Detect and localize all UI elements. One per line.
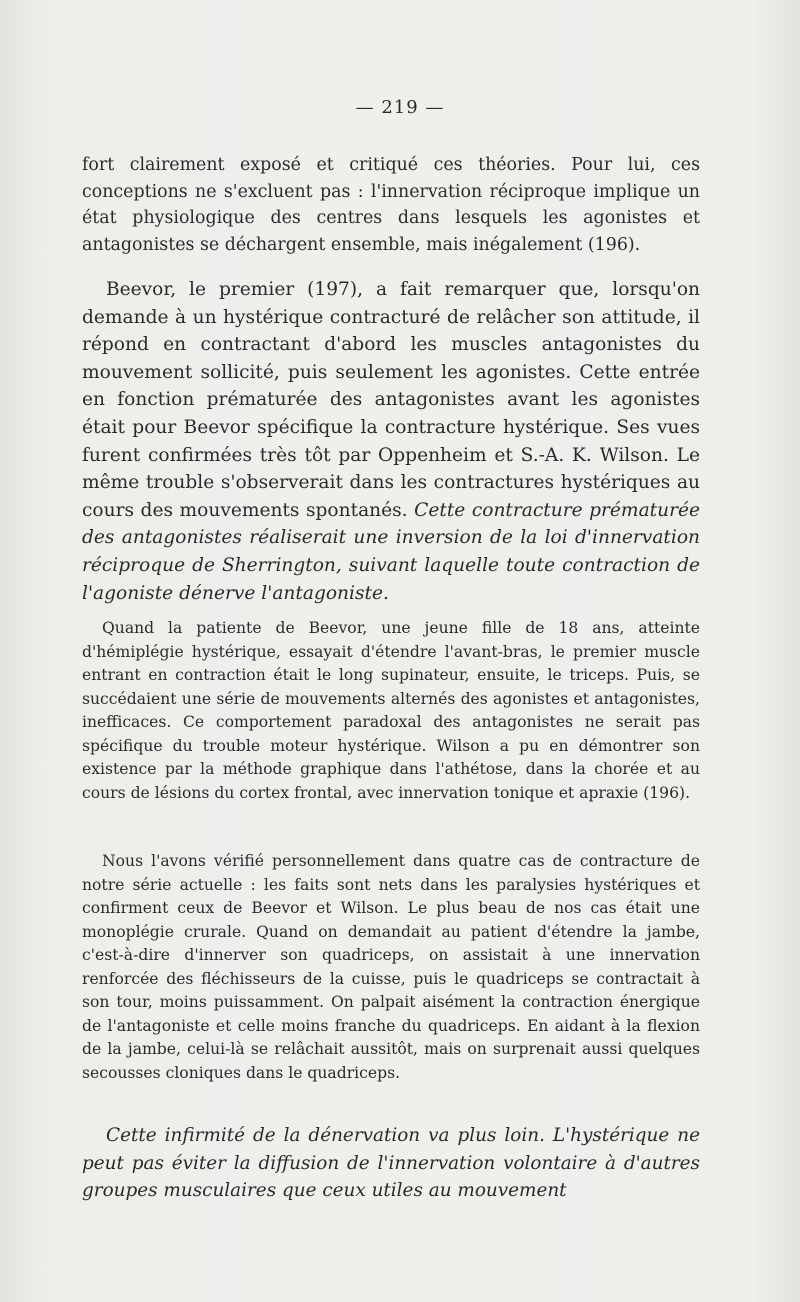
- paragraph-3: Quand la patiente de Beevor, une jeune fille de 18 ans, atteinte d'hémiplégie hystérique, essayait d'étendre l'avant-bras, le premier muscle entrant en contraction était le long supinateur, ensuite, le triceps. Puis, se succédaient une série de mouvements alternés des agonistes et antagonistes, inefficaces. Ce comportement paradoxal des antagonistes ne serait pas spécifique du trouble moteur hystérique. Wilson a pu en démontrer son existence par la méthode graphique dans l'athétose, dans la chorée et au cours de lésions du cortex frontal, avec innervation tonique et apraxie (196).: [82, 619, 700, 802]
- paragraph-2-italic-text: Cette contracture prématurée des antagonistes réaliserait une inversion de la loi d'innervation réciproque de Sherrington, suivant laquelle toute contraction de l'agoniste dénerve l'antagoniste.: [82, 499, 700, 604]
- paragraph-5: Cette infirmité de la dénervation va plus loin. L'hystérique ne peut pas éviter la diffusion de l'innervation volontaire à d'autres groupes musculaires que ceux utiles au mouvement: [82, 1125, 700, 1201]
- paragraph-2-text: Beevor, le premier (197), a fait remarquer que, lorsqu'on demande à un hystérique contracturé de relâcher son attitude, il répond en contractant d'abord les muscles antagonistes du mouvement sollicité, puis seulement les agonistes. Cette entrée en fonction prématurée des antagonistes avant les agonistes était pour Beevor spécifique la contracture hystérique. Ses vues furent confirmées très tôt par Oppenheim et S.-A. K. Wilson. Le même trouble s'observerait dans les contractures hystériques au cours des mouvements spontanés.: [82, 279, 700, 521]
- paragraph-2: [82, 276, 700, 607]
- page-number: — 219 —: [355, 97, 445, 118]
- paragraph-4: Nous l'avons vérifié personnellement dans quatre cas de contracture de notre série actuelle : les faits sont nets dans les paralysies hystériques et confirment ceux de Beevor et Wilson. Le plus beau de nos cas était une monoplégie crurale. Quand on demandait au patient d'étendre la jambe, c'est-à-dire d'innerver son quadriceps, on assistait à une innervation renforcée des fléchisseurs de la cuisse, puis le quadriceps se contractait à son tour, moins puissamment. On palpait aisément la contraction énergique de l'antagoniste et celle moins franche du quadriceps. En aidant à la flexion de la jambe, celui-là se relâchait aussitôt, mais on surprenait aussi quelques secousses cloniques dans le quadriceps.: [82, 852, 700, 1082]
- paragraph-1: fort clairement exposé et critiqué ces théories. Pour lui, ces conceptions ne s'excluent pas : l'innervation réciproque implique un état physiologique des centres dans lesquels les agonistes et antagonistes se déchargent ensemble, mais inégalement (196).: [82, 155, 700, 255]
